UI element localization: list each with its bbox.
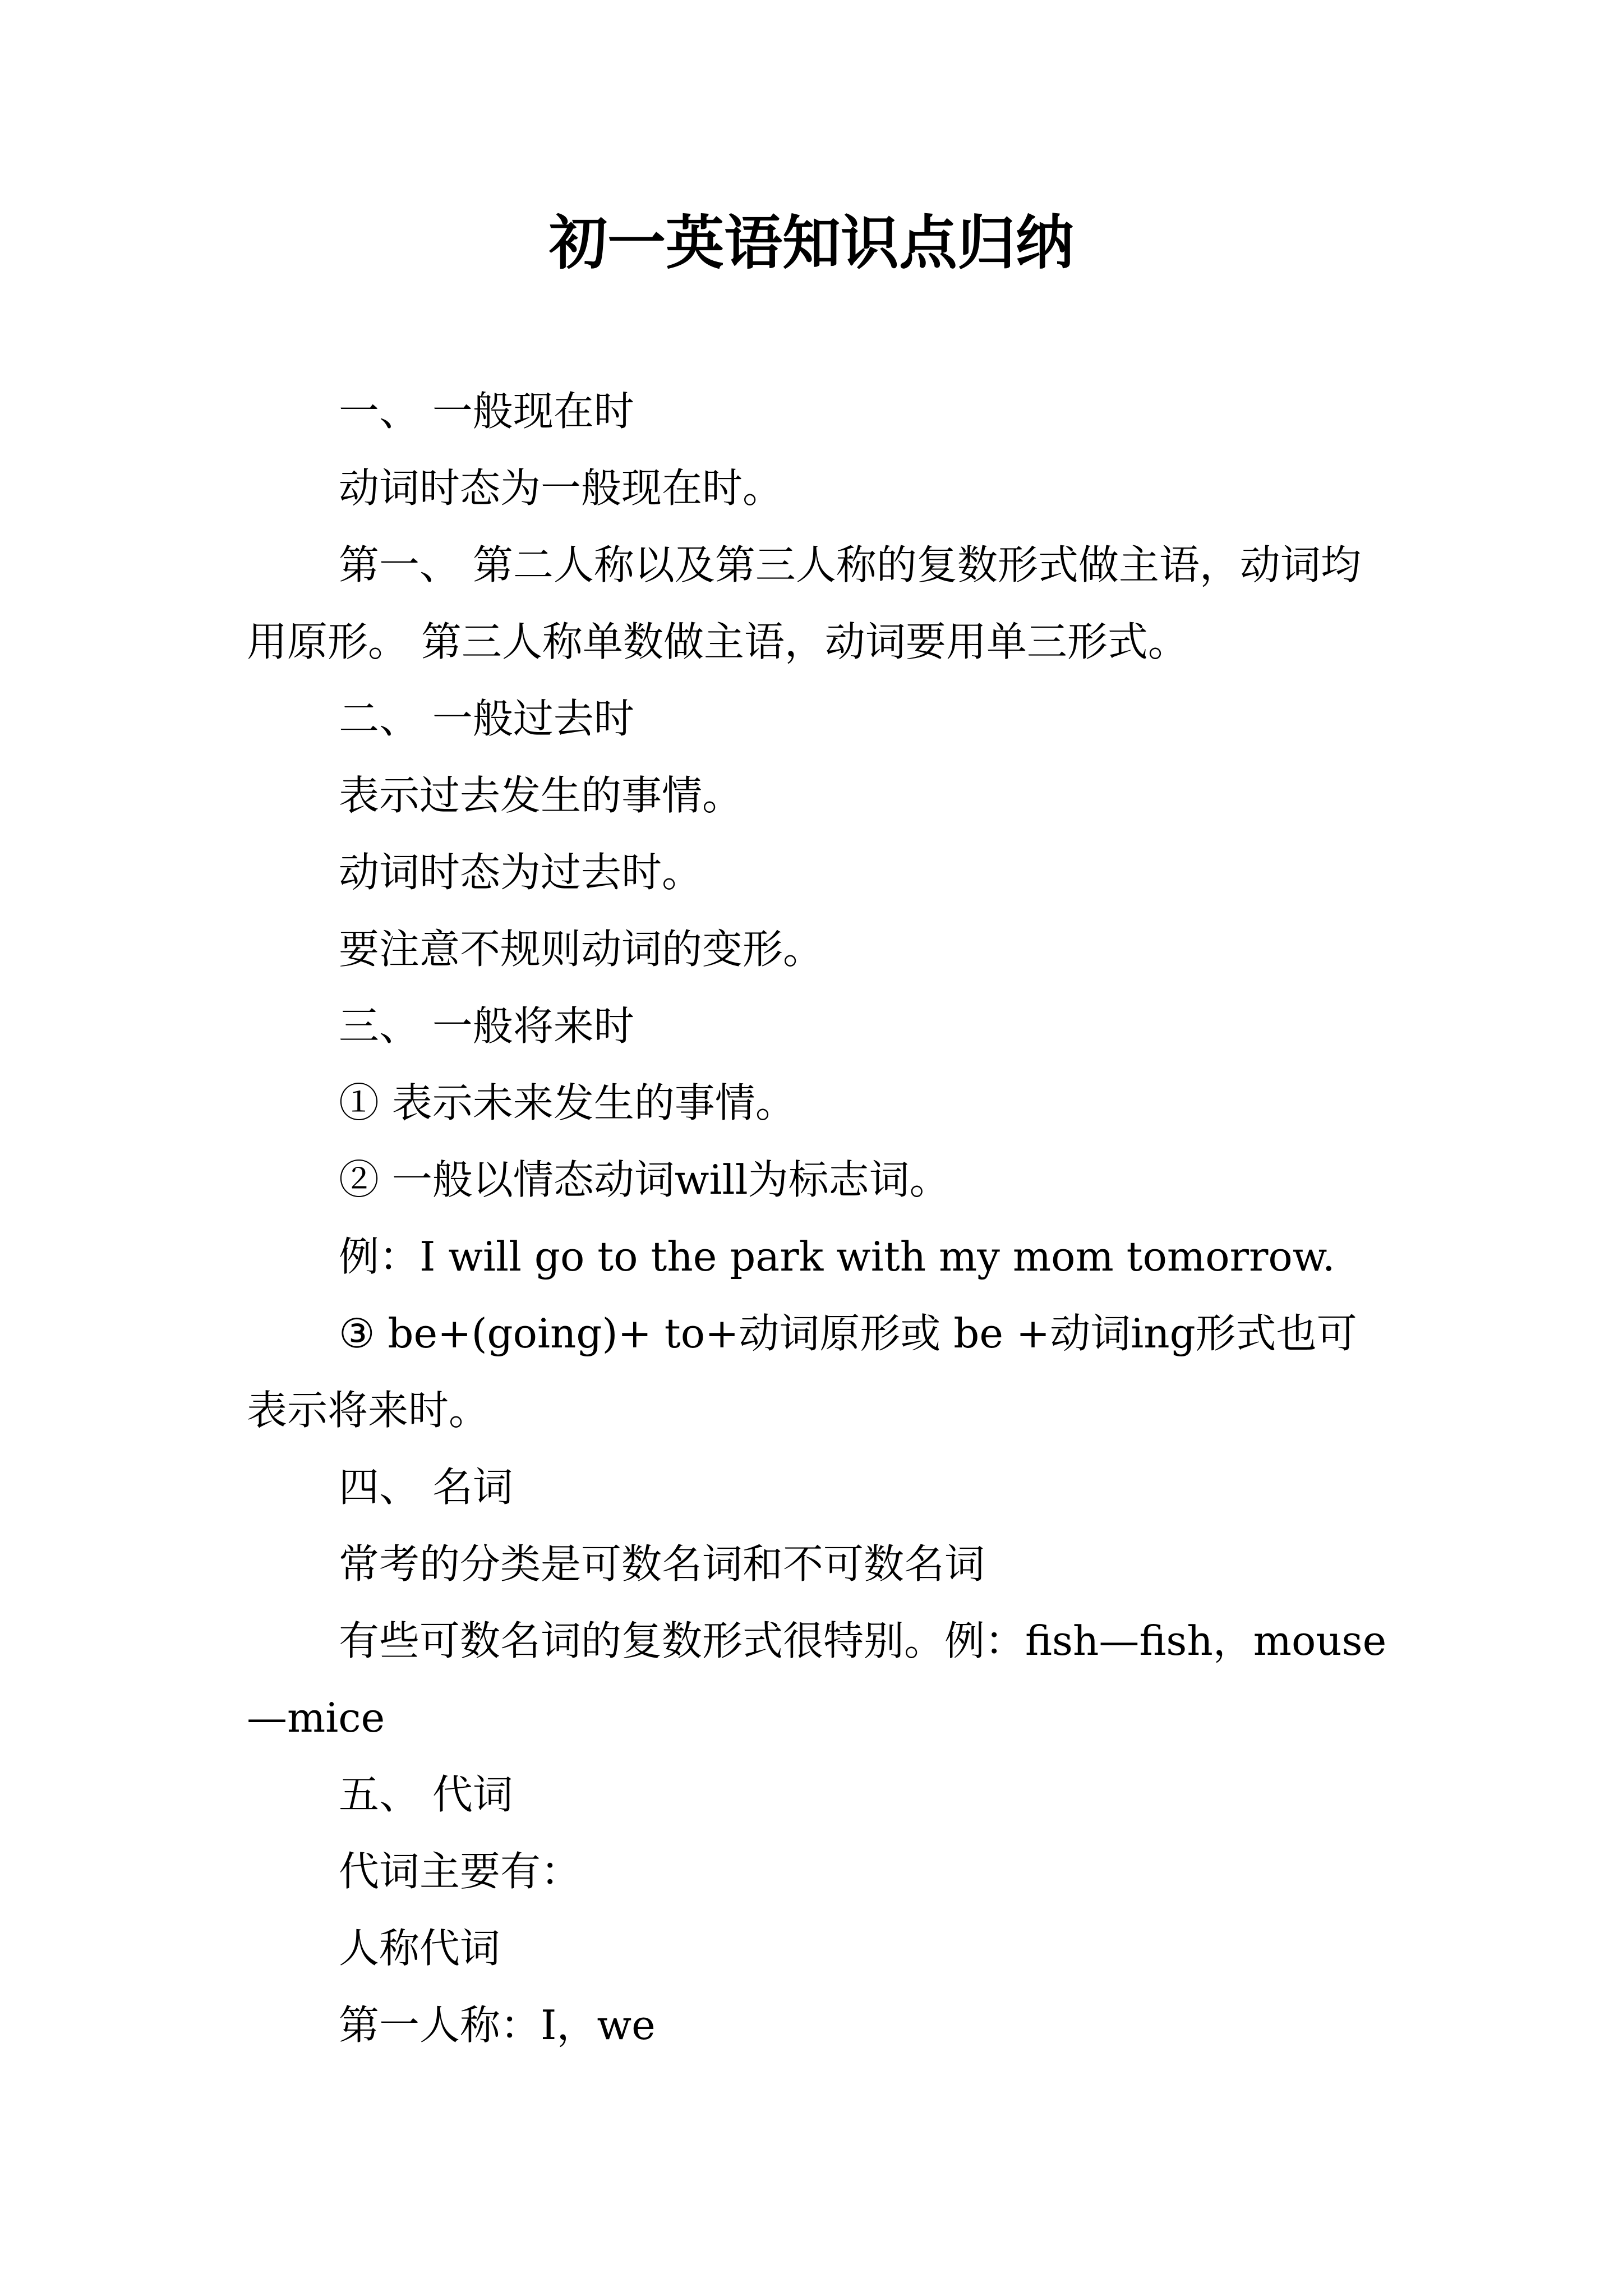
- list-item: ③ be+(going)+ to+动词原形或 be +动词ing形式也可表示将来时。: [247, 1310, 1357, 1434]
- heading-simple-future: 三、 一般将来时: [339, 1002, 634, 1050]
- heading-pronouns: 五、 代词: [339, 1771, 513, 1818]
- heading-simple-past: 二、 一般过去时: [339, 695, 634, 742]
- paragraph: 第一人称：I，we: [339, 2001, 656, 2049]
- list-item: ② 一般以情态动词will为标志词。: [339, 1156, 950, 1203]
- paragraph: 动词时态为一般现在时。: [339, 464, 783, 512]
- paragraph: 代词主要有：: [339, 1848, 582, 1895]
- paragraph: 要注意不规则动词的变形。: [339, 926, 824, 973]
- heading-simple-present: 一、 一般现在时: [339, 388, 634, 435]
- document-title: 初一英语知识点归纳: [548, 208, 1074, 277]
- paragraph: 常考的分类是可数名词和不可数名词: [339, 1540, 985, 1588]
- document-body: [247, 373, 1391, 2064]
- heading-nouns: 四、 名词: [339, 1464, 513, 1511]
- paragraph: 有些可数名词的复数形式很特别。例：fish—fish，mouse—mice: [247, 1617, 1387, 1741]
- paragraph: 动词时态为过去时。: [339, 849, 703, 896]
- example-sentence: 例：I will go to the park with my mom tomorrow.: [339, 1233, 1335, 1280]
- paragraph: 表示过去发生的事情。: [339, 772, 743, 819]
- paragraph: 人称代词: [339, 1925, 501, 1972]
- paragraph: 第一、 第二人称以及第三人称的复数形式做主语，动词均用原形。 第三人称单数做主语，动词要用单三形式。: [247, 541, 1361, 665]
- list-item: ① 表示未来发生的事情。: [339, 1079, 796, 1126]
